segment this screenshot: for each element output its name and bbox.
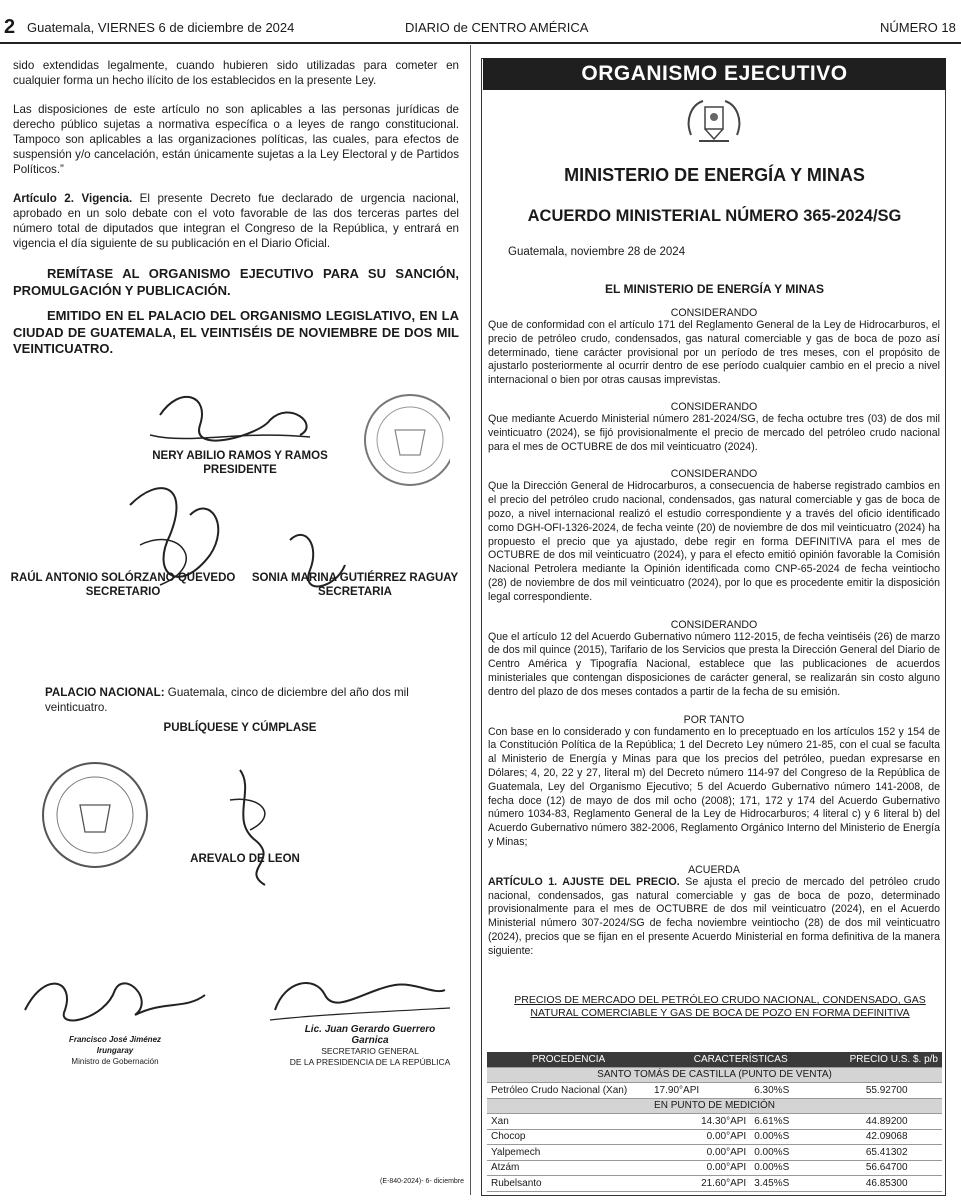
table-row <box>487 1083 942 1099</box>
table-header-row <box>487 1052 942 1067</box>
palacio-text: Guatemala, cinco de diciembre del año dos mil veinticuatro. <box>45 686 409 714</box>
article-1-text: Se ajusta el precio de mercado del petróleo crudo nacional, condensados, gas natural comerciable y gas de boca de pozo, determinado provisionalmente para el mes de OCTUBRE de dos mil veinticuatro (2024), en el Acuerdo Ministerial número 307-2024/SG de fecha noviembre veintiocho (28) de dos mil veinticuatro (2024), precios que se fijan en el presente Acuerdo Ministerial en forma definitiva de la manera siguiente: <box>488 875 940 957</box>
paragraph: sido extendidas legalmente, cuando hubieren sido utilizadas para cometer en cualquier forma un hecho ilícito de los establecidos en la presente Ley. <box>13 59 459 87</box>
table-row <box>487 1129 942 1145</box>
secretary2-title: SECRETARIA <box>318 586 392 598</box>
president-title: PRESIDENTE <box>203 464 277 476</box>
table-group-row <box>487 1098 942 1114</box>
cell-api: 0.00°API <box>650 1160 750 1176</box>
considerando-heading: CONSIDERANDO <box>670 400 758 413</box>
secgen-title-2: DE LA PRESIDENCIA DE LA REPÚBLICA <box>289 1057 451 1067</box>
table-group-row <box>487 1067 942 1083</box>
emitido-text: EMITIDO EN EL PALACIO DEL ORGANISMO LEGISLATIVO, EN LA CIUDAD DE GUATEMALA, EL VEINTISÉIS DE NOVIEMBRE DE DOS MIL VEINTICUATRO. <box>13 308 459 356</box>
reference-code: (E-840-2024)- 6- diciembre <box>380 1178 465 1185</box>
group-2-label: EN PUNTO DE MEDICIÓN <box>487 1098 942 1114</box>
considerando-1: Que de conformidad con el artículo 171 del Reglamento General de la Ley de Hidrocarburos, el precio de petróleo crudo, condensados, gas natural comerciable y gas de boca de pozo así determinado, tiene carácter provisional por un período de tres meses, con el propósito de ajustarlo posteriormente al ocurrir dentro de ese período cualquier cambio en el precio a nivel internacional o bien por otras causas imprevistas. <box>488 319 940 387</box>
considerando-heading: CONSIDERANDO <box>670 618 758 631</box>
header-precio: PRECIO U.S. $. p/b <box>831 1052 942 1067</box>
cell-price: 65.41302 <box>831 1145 942 1161</box>
arevalo-name: AREVALO DE LEON <box>190 853 300 865</box>
cell-sulfur: 0.00%S <box>750 1129 831 1145</box>
coat-of-arms-icon <box>683 95 745 147</box>
cell-api: 21.60°API <box>650 1176 750 1192</box>
minister-name: Francisco José Jiménez Irungaray <box>68 1035 162 1055</box>
article-label: Artículo 2. Vigencia. <box>13 192 133 205</box>
ministry-title: MINISTERIO DE ENERGÍA Y MINAS <box>564 165 865 185</box>
cell-price: 56.64700 <box>831 1160 942 1176</box>
cell-sulfur: 0.00%S <box>750 1145 831 1161</box>
header-procedencia: PROCEDENCIA <box>487 1052 650 1067</box>
secretary1-title: SECRETARIO <box>85 586 161 598</box>
date-line: Guatemala, VIERNES 6 de diciembre de 2024 <box>27 20 295 35</box>
presidential-seal-graphic <box>40 760 310 890</box>
cell-sulfur: 6.30%S <box>750 1083 831 1099</box>
palacio-label: PALACIO NACIONAL: <box>45 686 165 699</box>
considerando-2: Que mediante Acuerdo Ministerial número 281-2024/SG, de fecha octubre tres (03) de dos mil veinticuatro (2024), se fijó provisionalmente el precio de mercado del petróleo crudo nacional para el mes de OCTUBRE de dos mil veinticuatro (2024). <box>488 412 940 453</box>
secretary2-signature-block <box>250 571 460 599</box>
article-2 <box>13 191 459 251</box>
agreement-number: ACUERDO MINISTERIAL NÚMERO 365-2024/SG <box>527 207 902 225</box>
publiquese-text: PUBLÍQUESE Y CÚMPLASE <box>163 722 317 734</box>
legislative-signatures-graphic <box>120 375 450 665</box>
secretary1-signature-block <box>8 571 238 599</box>
cell-sulfur: 6.61%S <box>750 1114 831 1130</box>
table-row <box>487 1114 942 1130</box>
publication-name: DIARIO de CENTRO AMÉRICA <box>405 20 589 35</box>
cell-name: Yalpemech <box>487 1145 650 1161</box>
considerando-3: Que la Dirección General de Hidrocarburos, a consecuencia de haberse registrado cambios en el precio del petróleo crudo nacional, condensados, gas natural comerciable y gas de boca de pozo, a nivel internacional realizó el estudio correspondiente y a través del oficio identificado como DGH-OFI-1326-2024, de fecha veinte (20) de noviembre de dos mil veinticuatro (2024) ha propuesto el precio que ya ajustado, debe regir en forma DEFINITIVA para el mes de OCTUBRE de dos mil veinticuatro (2024), y para el efecto emitió opinión favorable la Comisión Nacional Petrolera mediante la Opinión identificada como CNP-65-2024 de fecha veintiocho (28) de noviembre de dos mil veinticuatro (2024), por lo que es procedente emitir la disposición legal correspondiente. <box>488 480 940 603</box>
considerando-heading: CONSIDERANDO <box>670 307 758 319</box>
minister-title: Ministro de Gobernación <box>71 1057 159 1066</box>
section-banner: ORGANISMO EJECUTIVO <box>483 58 946 90</box>
column-divider <box>470 45 471 1195</box>
cell-name: Xan <box>487 1114 650 1130</box>
cell-name: Atzám <box>487 1160 650 1176</box>
table-row <box>487 1145 942 1161</box>
considerando-heading: CONSIDERANDO <box>670 468 758 481</box>
price-table-wrapper <box>487 1052 942 1192</box>
acuerda-heading: ACUERDA <box>688 863 740 876</box>
header-rule <box>0 42 961 44</box>
price-table <box>487 1052 942 1192</box>
issuer-heading: EL MINISTERIO DE ENERGÍA Y MINAS <box>605 282 824 296</box>
cell-api: 14.30°API <box>650 1114 750 1130</box>
header-caracteristicas: CARACTERÍSTICAS <box>650 1052 831 1067</box>
cell-price: 46.85300 <box>831 1176 942 1192</box>
president-name: NERY ABILIO RAMOS Y RAMOS <box>152 450 328 462</box>
left-column <box>13 58 459 251</box>
president-signature-block <box>145 449 335 477</box>
group-1-label: SANTO TOMÁS DE CASTILLA (PUNTO DE VENTA) <box>487 1067 942 1083</box>
cell-name: Petróleo Crudo Nacional (Xan) <box>487 1083 650 1099</box>
article-text: El presente Decreto fue declarado de urgencia nacional, aprobado en un solo debate con el voto favorable de las dos terceras partes del número total de diputados que integran el Congreso de la República, y entrará en vigencia el día siguiente de su publicación en el Diario Oficial. <box>13 192 460 250</box>
cell-name: Chocop <box>487 1129 650 1145</box>
issue-number: NÚMERO 18 <box>880 20 956 35</box>
secgen-signature-block <box>285 1024 455 1068</box>
cell-price: 55.92700 <box>831 1083 942 1099</box>
article-1-label: ARTÍCULO 1. AJUSTE DEL PRECIO. <box>488 875 680 888</box>
considerando-4: Que el artículo 12 del Acuerdo Gubernativo número 112-2015, de fecha veintiséis (26) de marzo de dos mil quince (2015), Tarifario de los Servicios que presta la Dirección General del Diario de Centro América y Tipografía Nacional, establece que las publicaciones de acuerdos ministeriales que contengan disposiciones de carácter general, se realizarán sin costo alguno dentro del plazo de dos meses contados a partir de la fecha de su emisión. <box>488 630 940 698</box>
por-tanto-heading: POR TANTO <box>683 713 745 726</box>
article-1 <box>488 876 940 959</box>
table-row <box>487 1176 942 1192</box>
cell-sulfur: 3.45%S <box>750 1176 831 1192</box>
secgen-title-1: SECRETARIO GENERAL <box>321 1046 419 1056</box>
cell-name: Rubelsanto <box>487 1176 650 1192</box>
remitase-text: REMÍTASE AL ORGANISMO EJECUTIVO PARA SU SANCIÓN, PROMULGACIÓN Y PUBLICACIÓN. <box>13 266 459 298</box>
price-table-title: PRECIOS DE MERCADO DEL PETRÓLEO CRUDO NACIONAL, CONDENSADO, GAS NATURAL COMERCIABLE Y GAS DE BOCA DE POZO EN FORMA DEFINITIVA <box>514 994 926 1019</box>
cell-sulfur: 0.00%S <box>750 1160 831 1176</box>
por-tanto-text: Con base en lo considerado y con fundamento en lo preceptuado en los artículos 152 y 154 de la Constitución Política de la República; 1 del Decreto Ley número 21-85, con el cual se faculta al Ministerio de Energía y Minas para que los precios del petróleo, puedan expresarse en Dólares; 4, 20, 22 y 27, literal m) del Decreto número 114-97 del Congreso de la República de Guatemala, Ley del Organismo Ejecutivo; 5 del Acuerdo Gubernativo número 141-2008, de fecha doce (12) de mayo de dos mil ocho (2008); 171, 172 y 174 del Acuerdo Gubernativo número 1034-83, Reglamento General de la Ley de Hidrocarburos; 4 literal c) y 6 literal b) del Acuerdo Gubernativo número 382-2006, Reglamento Orgánico Interno del Ministerio de Energía y Minas; <box>488 725 940 848</box>
secretary1-name: RAÚL ANTONIO SOLÓRZANO QUEVEDO <box>10 572 236 584</box>
secgen-name: Lic. Juan Gerardo Guerrero Garnica <box>304 1024 436 1046</box>
minister-signature-block <box>50 1034 180 1067</box>
palacio-block <box>45 685 445 715</box>
considerandos-block <box>488 307 940 958</box>
secretary2-name: SONIA MARINA GUTIÉRREZ RAGUAY <box>251 572 459 584</box>
cell-api: 0.00°API <box>650 1129 750 1145</box>
cell-price: 44.89200 <box>831 1114 942 1130</box>
paragraph: Las disposiciones de este artículo no son aplicables a las personas jurídicas de derecho público sujetas a normativa específica o a leyes de rango constitucional. Tampoco son aplicables a las organizaciones políticas, las cuales, para efectos de suspensión y/o cancelación, están únicamente sujetas a la Ley Electoral y de Partidos Políticos.” <box>13 103 459 176</box>
cell-api: 0.00°API <box>650 1145 750 1161</box>
agreement-date: Guatemala, noviembre 28 de 2024 <box>508 246 686 258</box>
cell-price: 42.09068 <box>831 1129 942 1145</box>
table-row <box>487 1160 942 1176</box>
page-number: 2 <box>4 16 16 38</box>
cell-api: 17.90°API <box>650 1083 750 1099</box>
